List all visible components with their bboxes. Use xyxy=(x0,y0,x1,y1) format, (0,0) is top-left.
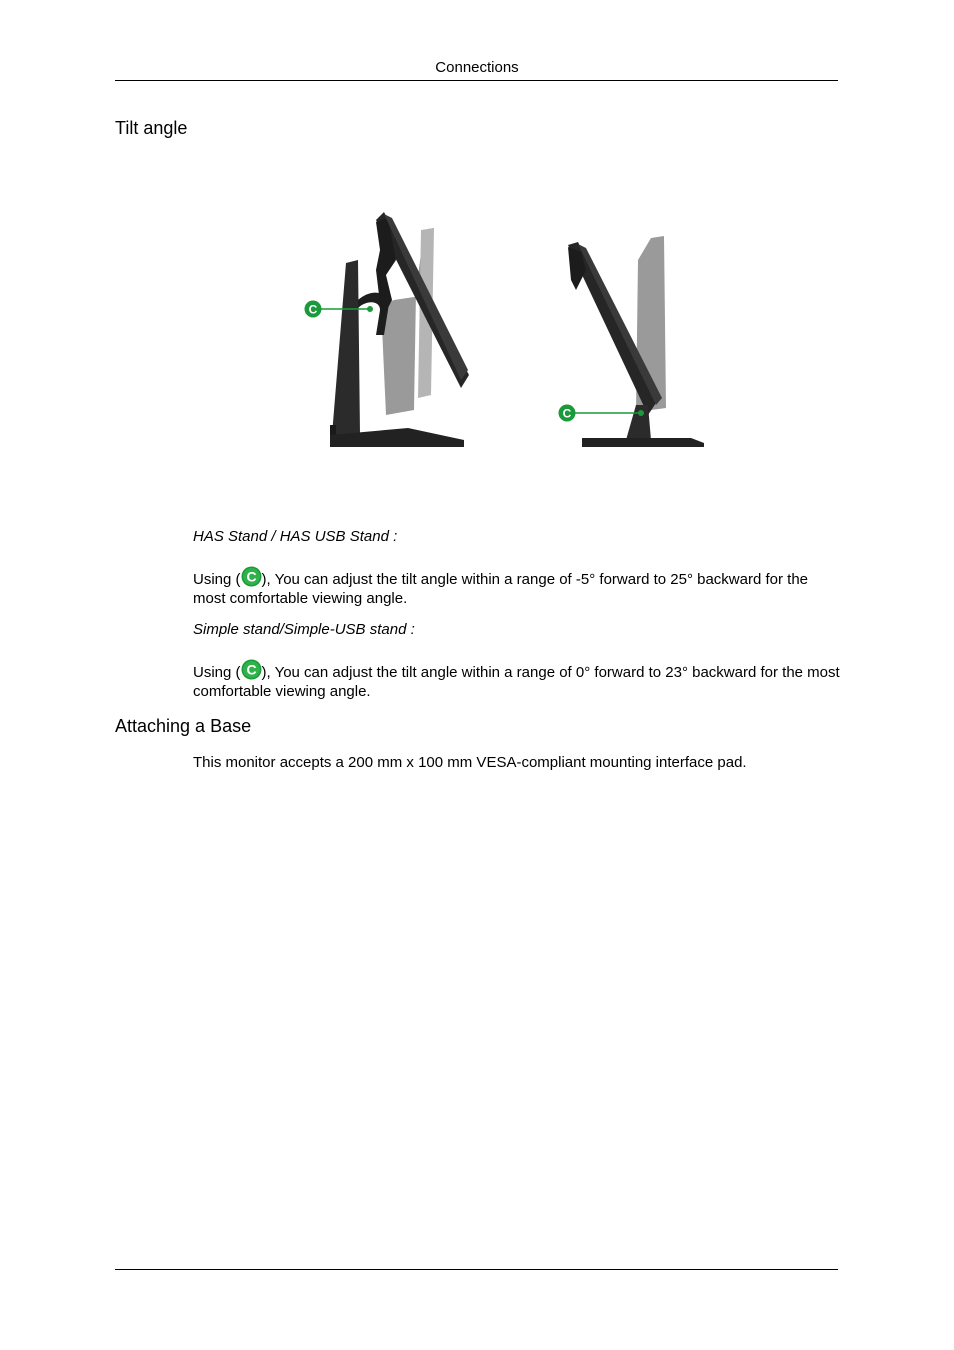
simple-stand-monitor-illustration xyxy=(559,236,705,447)
has-stand-text-after: ), You can adjust the tilt angle within a range of -5° forward to 25° backward for the most comfortable viewing angle. xyxy=(193,571,808,607)
header-rule xyxy=(115,80,838,81)
has-stand-monitor-illustration xyxy=(305,212,470,447)
has-stand-label: HAS Stand / HAS USB Stand : xyxy=(193,528,398,545)
svg-text:C: C xyxy=(245,568,257,585)
simple-stand-text-before: Using ( xyxy=(193,664,241,681)
tilt-angle-figure xyxy=(296,200,716,460)
tilt-angle-heading: Tilt angle xyxy=(115,118,188,138)
callout-c-right: C xyxy=(562,406,572,421)
header-section-title: Connections xyxy=(435,59,519,76)
simple-stand-label: Simple stand/Simple-USB stand : xyxy=(193,621,415,638)
c-callout-icon xyxy=(241,566,262,587)
svg-text:C: C xyxy=(245,661,257,678)
attaching-base-heading: Attaching a Base xyxy=(115,716,252,736)
has-stand-text-before: Using ( xyxy=(193,571,241,588)
callout-c-left: C xyxy=(308,302,318,317)
c-callout-icon xyxy=(241,659,262,680)
has-stand-description xyxy=(193,566,843,608)
simple-stand-description xyxy=(193,659,843,701)
attaching-base-description: This monitor accepts a 200 mm x 100 mm VESA-compliant mounting interface pad. xyxy=(193,754,747,771)
footer-rule xyxy=(115,1269,838,1270)
simple-stand-text-after: ), You can adjust the tilt angle within a range of 0° forward to 23° backward for the most comfortable viewing angle. xyxy=(193,664,840,700)
